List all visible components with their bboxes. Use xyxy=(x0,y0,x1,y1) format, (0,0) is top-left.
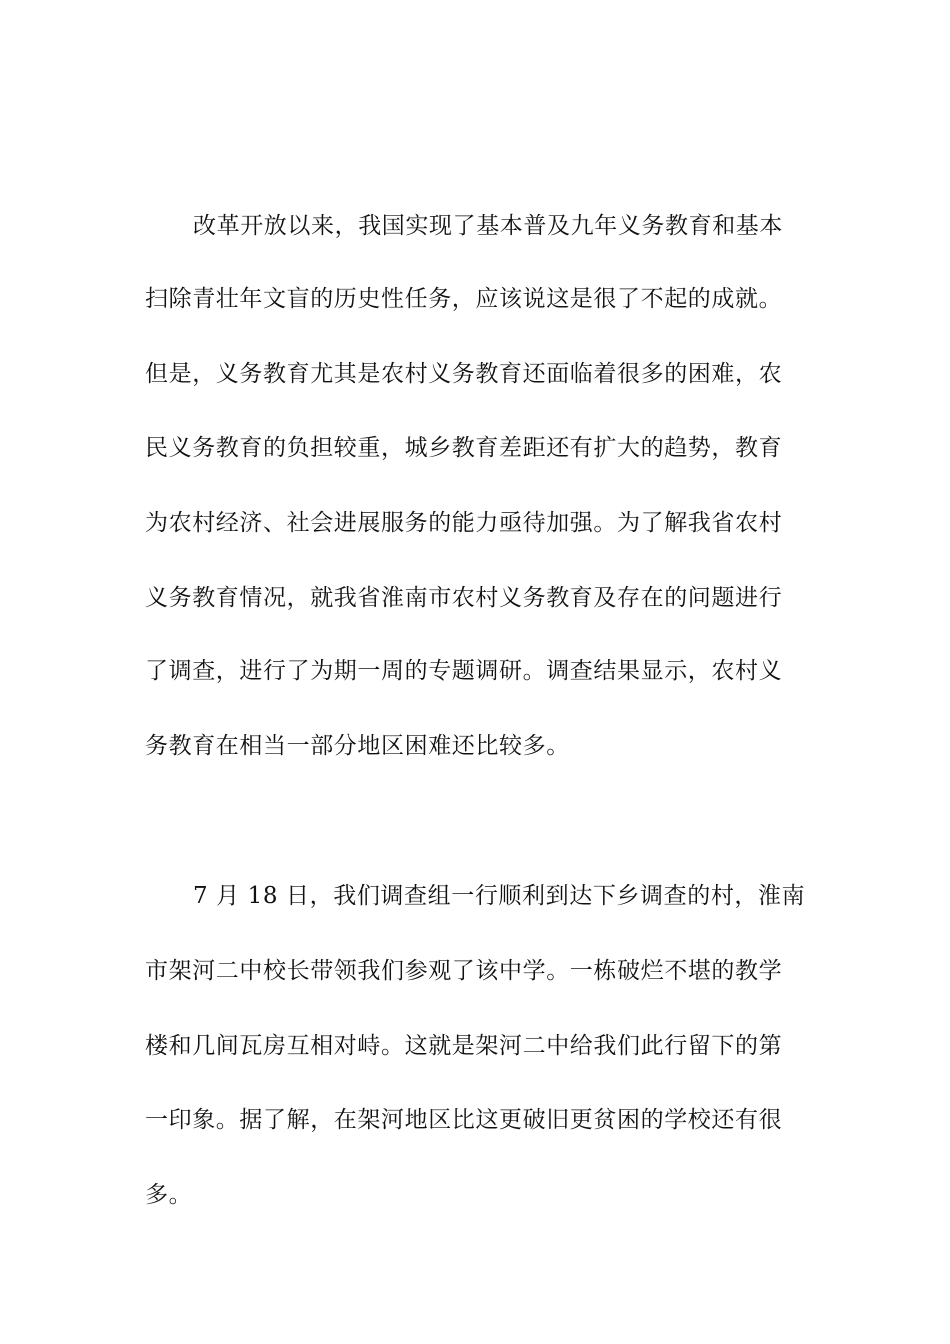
paragraph-line: 7 月 18 日，我们调查组一行顺利到达下乡调查的村，淮南 xyxy=(193,883,806,909)
paragraph-line: 扫除青壮年文盲的历史性任务，应该说这是很了不起的成就。 xyxy=(145,286,783,312)
paragraph-line: 为农村经济、社会进展服务的能力亟待加强。为了解我省农村 xyxy=(145,510,783,536)
paragraph-line: 改革开放以来，我国实现了基本普及九年义务教育和基本 xyxy=(193,213,783,239)
paragraph-line: 务教育在相当一部分地区困难还比较多。 xyxy=(145,733,570,759)
paragraph-line: 了调查，进行了为期一周的专题调研。调查结果显示，农村义 xyxy=(145,658,783,684)
paragraph-line: 多。 xyxy=(145,1182,193,1208)
paragraph-line: 楼和几间瓦房互相对峙。这就是架河二中给我们此行留下的第 xyxy=(145,1033,783,1059)
paragraph-line: 市架河二中校长带领我们参观了该中学。一栋破烂不堪的教学 xyxy=(145,958,783,984)
paragraph-line: 民义务教育的负担较重，城乡教育差距还有扩大的趋势，教育 xyxy=(145,435,783,461)
paragraph-line: 一印象。据了解，在架河地区比这更破旧更贫困的学校还有很 xyxy=(145,1107,783,1133)
paragraph-line: 义务教育情况，就我省淮南市农村义务教育及存在的问题进行 xyxy=(145,585,783,611)
paragraph-line: 但是，义务教育尤其是农村义务教育还面临着很多的困难，农 xyxy=(145,361,783,387)
